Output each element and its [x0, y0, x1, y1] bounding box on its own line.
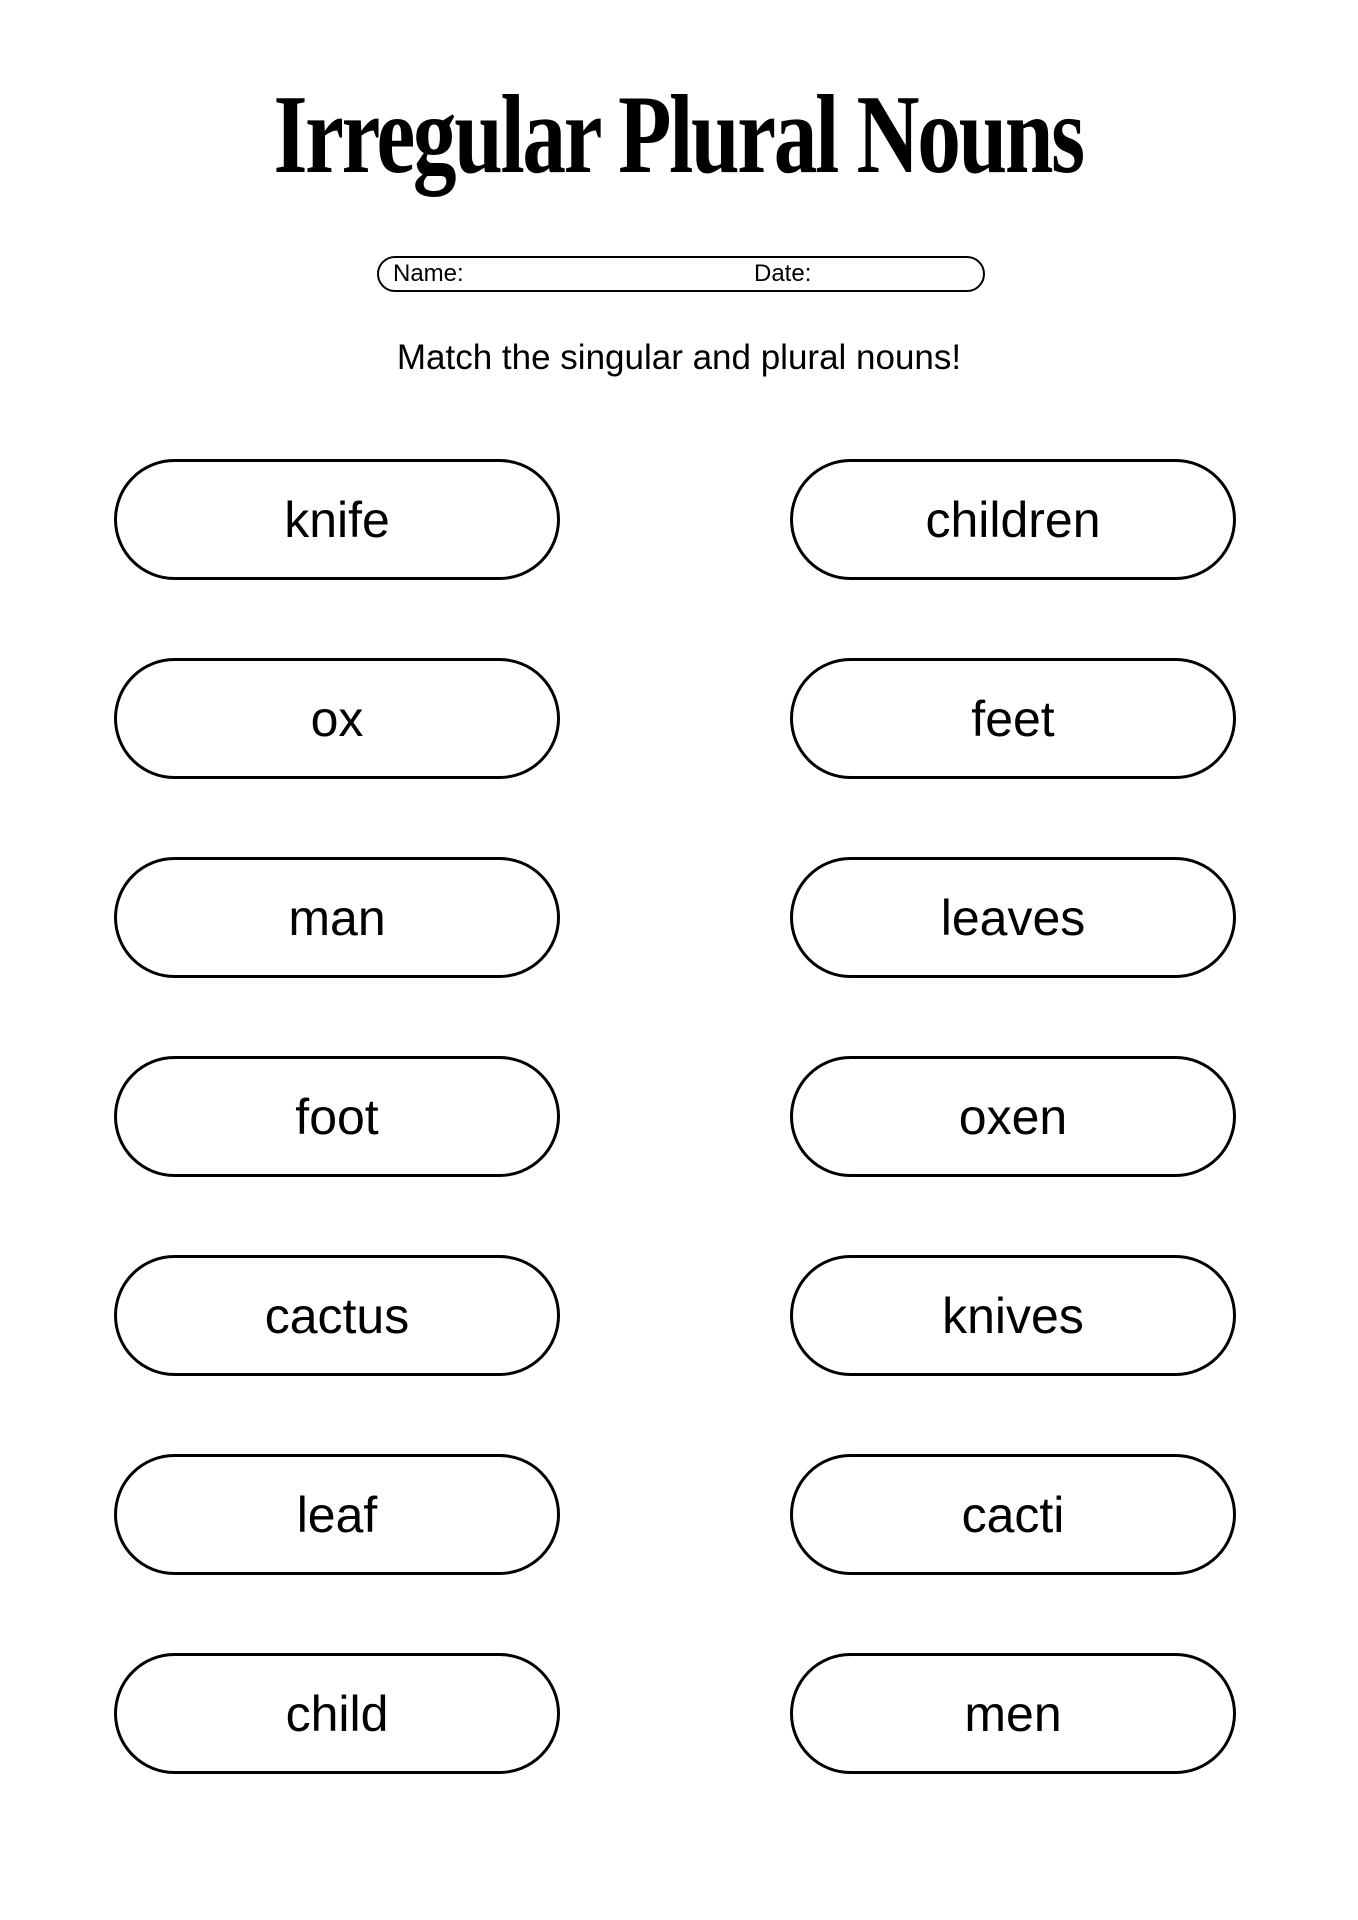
- name-label: Name:: [393, 260, 464, 287]
- plural-noun-box[interactable]: children: [790, 459, 1236, 580]
- plural-noun-box[interactable]: feet: [790, 658, 1236, 779]
- plural-noun-box[interactable]: oxen: [790, 1056, 1236, 1177]
- singular-noun-box[interactable]: cactus: [114, 1255, 560, 1376]
- instructions: Match the singular and plural nouns!: [396, 338, 962, 377]
- singular-noun-box[interactable]: knife: [114, 459, 560, 580]
- singular-noun-box[interactable]: leaf: [114, 1454, 560, 1575]
- singular-noun-box[interactable]: child: [114, 1653, 560, 1774]
- worksheet-title: Irregular Plural Nouns: [273, 73, 1083, 197]
- plural-noun-box[interactable]: cacti: [790, 1454, 1236, 1575]
- plural-noun-box[interactable]: leaves: [790, 857, 1236, 978]
- singular-noun-box[interactable]: ox: [114, 658, 560, 779]
- singular-noun-box[interactable]: man: [114, 857, 560, 978]
- plural-noun-box[interactable]: men: [790, 1653, 1236, 1774]
- name-date-field[interactable]: [377, 256, 985, 292]
- date-label: Date:: [754, 260, 812, 287]
- plural-noun-box[interactable]: knives: [790, 1255, 1236, 1376]
- singular-noun-box[interactable]: foot: [114, 1056, 560, 1177]
